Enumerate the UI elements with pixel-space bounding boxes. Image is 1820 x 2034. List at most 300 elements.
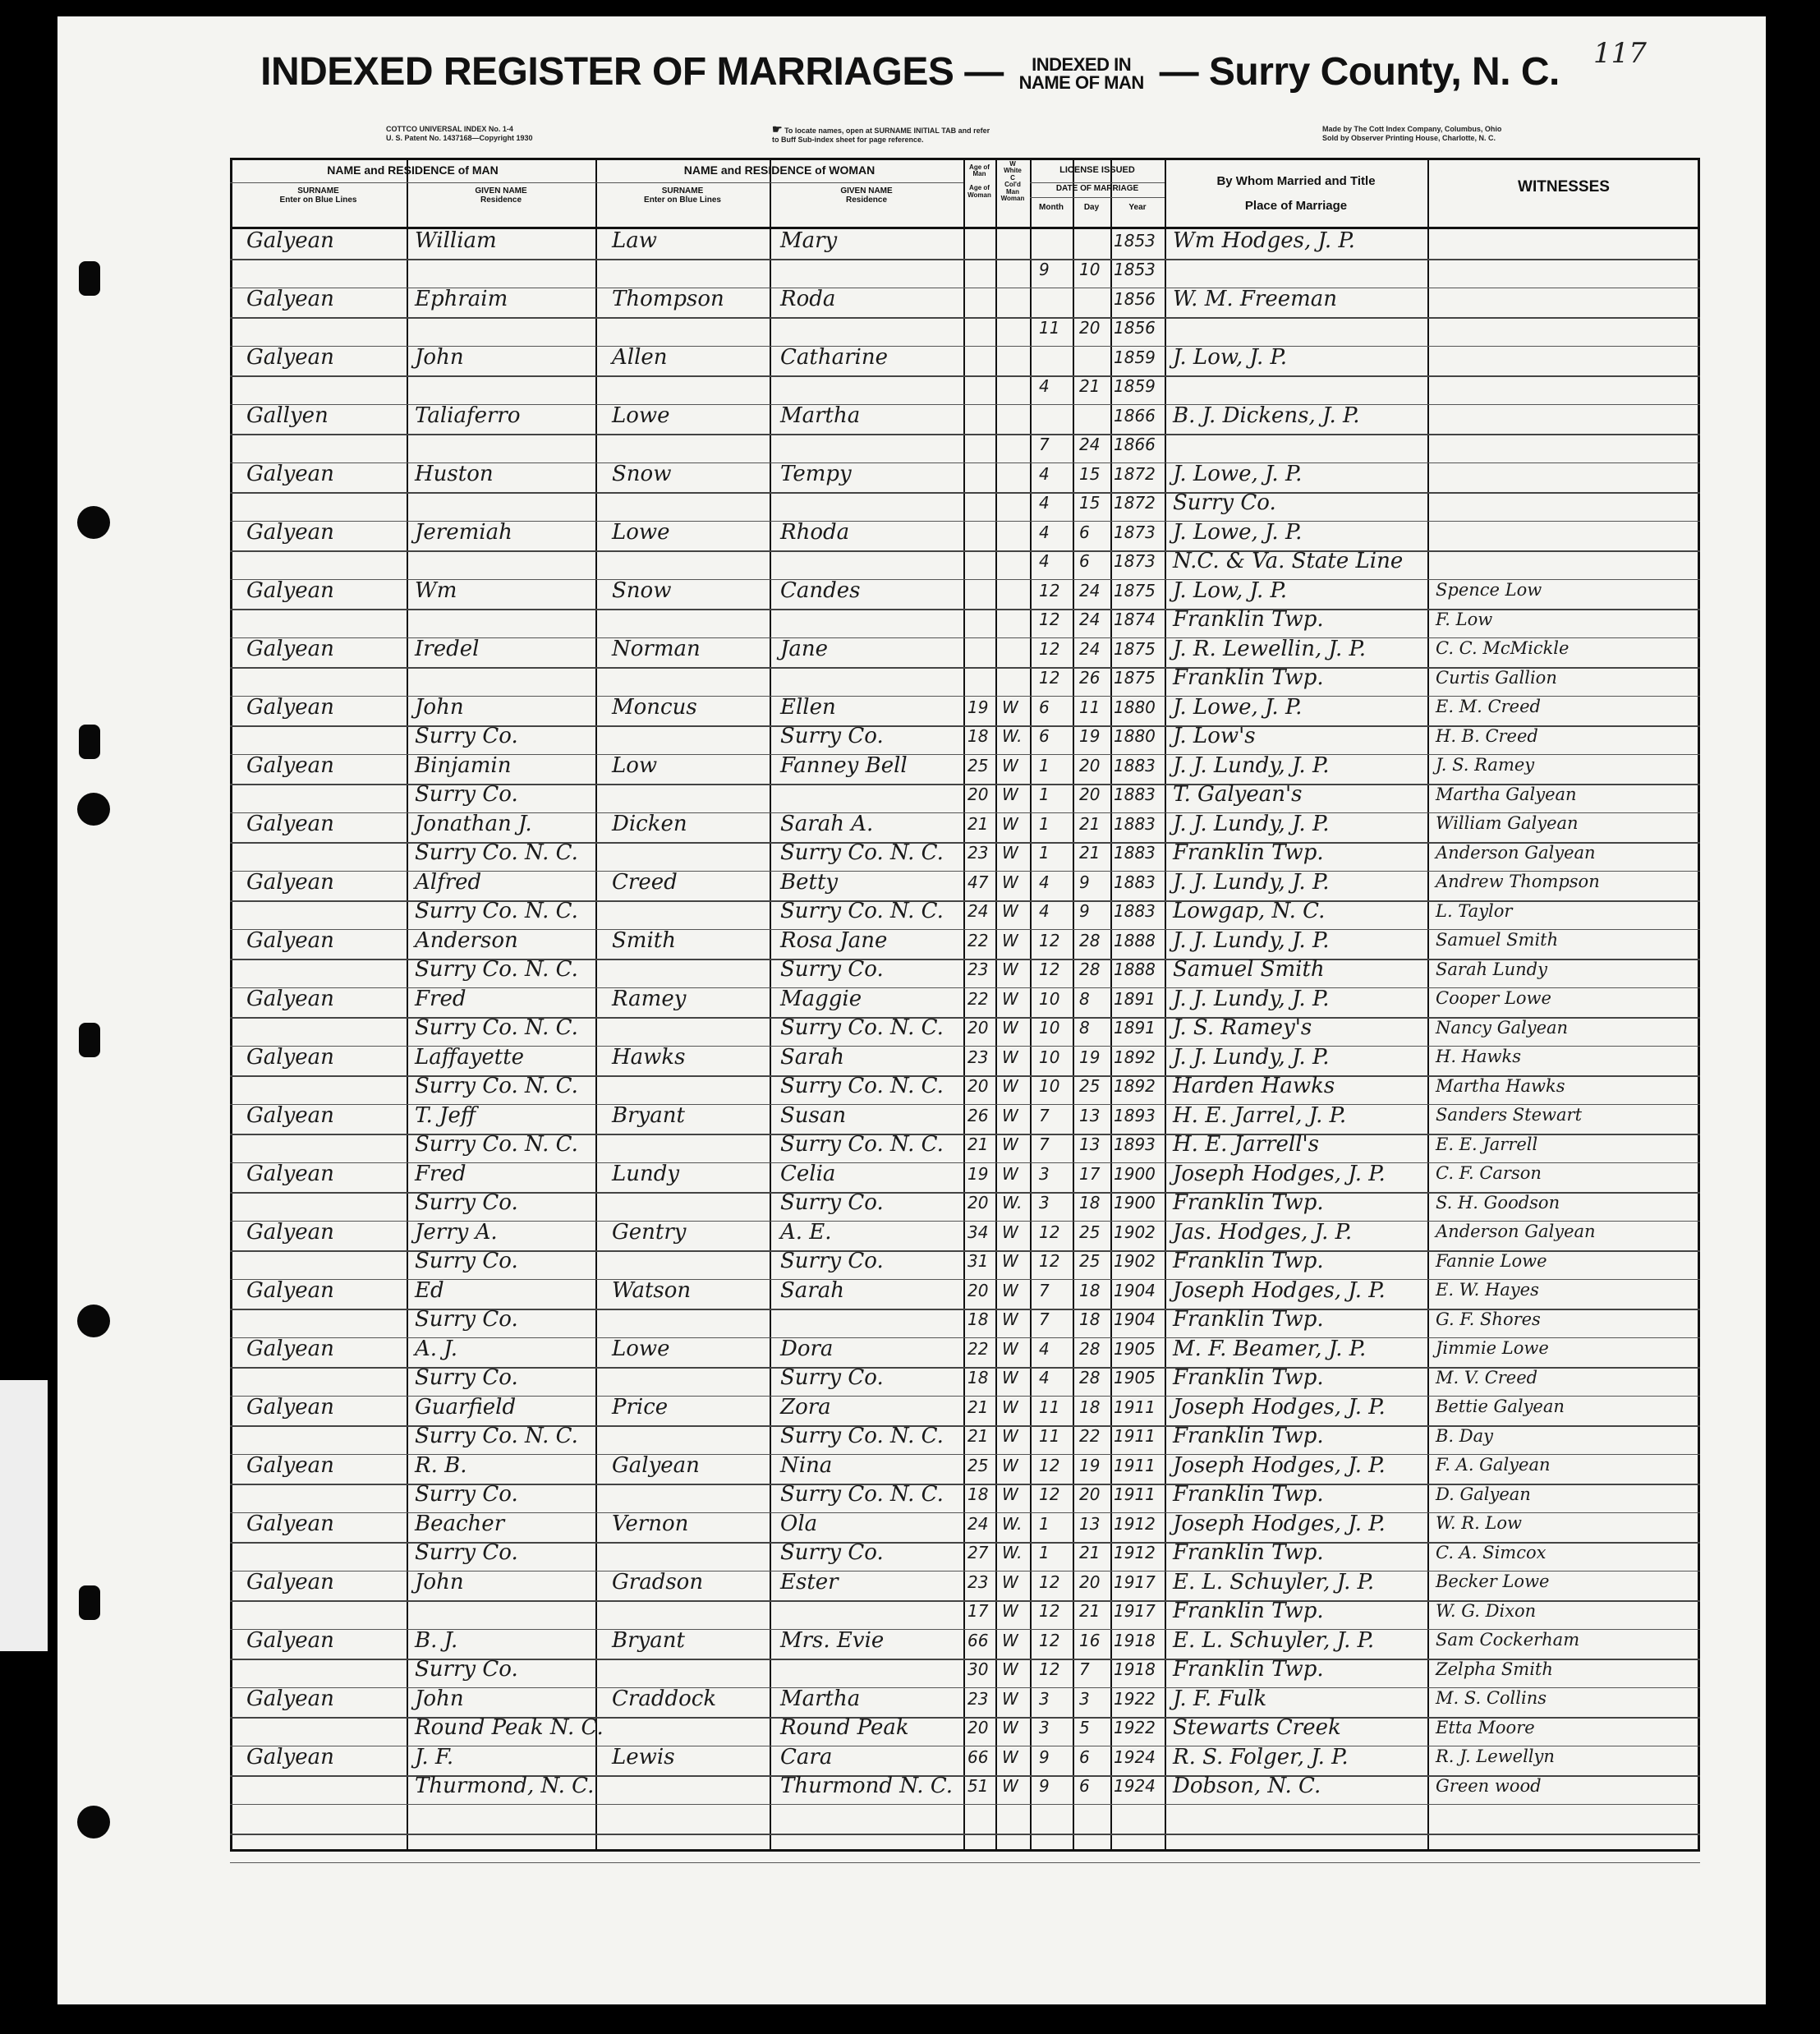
marriage-year: 1883	[1114, 785, 1156, 804]
marriage-day: 21	[1079, 1543, 1101, 1562]
color-man: W	[1002, 989, 1018, 1009]
man-surname: Galyean	[246, 1628, 334, 1653]
marriage-day: 21	[1079, 376, 1101, 396]
license-year: 1891	[1114, 989, 1156, 1009]
license-month: 3	[1039, 1689, 1050, 1709]
color-woman: W	[1002, 1134, 1018, 1154]
header-woman-surname: SURNAME Enter on Blue Lines	[644, 186, 721, 205]
witness-1: E. W. Hayes	[1436, 1280, 1539, 1300]
punch-hole-6	[77, 1305, 110, 1337]
age-man: 20	[967, 1281, 989, 1300]
witness-2: Martha Hawks	[1436, 1076, 1565, 1096]
woman-residence: Surry Co. N. C.	[780, 899, 944, 923]
woman-given: Zora	[780, 1395, 831, 1420]
woman-given: Candes	[780, 578, 861, 603]
married-by: J. Lowe, J. P.	[1173, 695, 1303, 720]
man-given: B. J.	[415, 1628, 458, 1653]
marriage-day: 21	[1079, 843, 1101, 863]
witness-2: Sarah Lundy	[1436, 959, 1547, 979]
man-given: R. B.	[415, 1453, 467, 1478]
married-by: Joseph Hodges, J. P.	[1173, 1278, 1386, 1303]
license-year: 1917	[1114, 1572, 1156, 1592]
married-by: B. J. Dickens, J. P.	[1173, 403, 1360, 428]
woman-given: Martha	[780, 1687, 861, 1711]
married-by: J. J. Lundy, J. P.	[1173, 1045, 1330, 1070]
woman-residence: Surry Co.	[780, 1249, 884, 1273]
woman-given: Sarah	[780, 1045, 844, 1070]
place-of-marriage: J. Low's	[1173, 724, 1256, 748]
punch-hole-5	[79, 1023, 100, 1057]
marriage-month: 12	[1039, 1251, 1060, 1271]
married-by: J. F. Fulk	[1173, 1687, 1267, 1711]
married-by: J. R. Lewellin, J. P.	[1173, 637, 1366, 661]
marriage-year: 1918	[1114, 1659, 1156, 1679]
woman-residence: Thurmond N. C.	[780, 1774, 954, 1798]
woman-given: Jane	[780, 637, 829, 661]
woman-given: Susan	[780, 1103, 847, 1128]
woman-residence: Surry Co. N. C.	[780, 1482, 944, 1507]
marriage-year: 1904	[1114, 1309, 1156, 1329]
age-woman: 18	[967, 1309, 989, 1329]
age-woman: 24	[967, 901, 989, 921]
age-man: 47	[967, 872, 989, 892]
woman-surname: Price	[612, 1395, 669, 1420]
title-left: INDEXED REGISTER OF MARRIAGES —	[260, 50, 1004, 94]
man-residence: Surry Co. N. C.	[415, 1074, 578, 1098]
age-woman: 27	[967, 1543, 989, 1562]
age-man: 34	[967, 1222, 989, 1242]
marriage-year: 1888	[1114, 959, 1156, 979]
place-of-marriage: Franklin Twp.	[1173, 1307, 1324, 1332]
license-day: 9	[1079, 872, 1090, 892]
married-by: Joseph Hodges, J. P.	[1173, 1162, 1386, 1186]
place-of-marriage: Franklin Twp.	[1173, 1482, 1324, 1507]
woman-given: Fanney Bell	[780, 753, 908, 778]
license-year: 1911	[1114, 1456, 1156, 1475]
color-woman: W	[1002, 1076, 1018, 1096]
punch-hole-1	[79, 261, 100, 296]
marriage-day: 22	[1079, 1426, 1101, 1446]
header-license: LICENSE ISSUED	[1059, 165, 1135, 175]
witness-1: Cooper Lowe	[1436, 988, 1551, 1008]
woman-residence: Surry Co.	[780, 1540, 884, 1565]
age-woman: 20	[967, 1193, 989, 1213]
marriage-day: 26	[1079, 668, 1101, 688]
license-day: 24	[1079, 581, 1101, 601]
man-residence: Surry Co.	[415, 1657, 518, 1682]
woman-residence: Surry Co.	[780, 957, 884, 982]
man-surname: Galyean	[246, 1395, 334, 1420]
page-number: 117	[1593, 37, 1647, 70]
age-man: 26	[967, 1106, 989, 1125]
man-surname: Galyean	[246, 1337, 334, 1361]
marriage-year: 1874	[1114, 610, 1156, 629]
marriage-month: 12	[1039, 959, 1060, 979]
man-surname: Galyean	[246, 228, 334, 253]
witness-1: M. S. Collins	[1436, 1688, 1547, 1708]
place-of-marriage: Franklin Twp.	[1173, 607, 1324, 632]
man-given: Jonathan J.	[415, 812, 532, 836]
witness-1: William Galyean	[1436, 813, 1579, 833]
age-woman: 21	[967, 1134, 989, 1154]
man-given: Binjamin	[415, 753, 512, 778]
woman-surname: Vernon	[612, 1512, 689, 1536]
marriage-day: 28	[1079, 1368, 1101, 1387]
man-surname: Galyean	[246, 287, 334, 311]
marriage-year: 1880	[1114, 726, 1156, 746]
witness-2: L. Taylor	[1436, 901, 1513, 921]
place-of-marriage: Franklin Twp.	[1173, 1249, 1324, 1273]
woman-surname: Dicken	[612, 812, 687, 836]
color-man: W.	[1002, 1514, 1023, 1534]
marriage-year: 1911	[1114, 1484, 1156, 1504]
married-by: J. J. Lundy, J. P.	[1173, 987, 1330, 1011]
woman-surname: Gentry	[612, 1220, 687, 1245]
license-day: 17	[1079, 1164, 1101, 1184]
license-year: 1872	[1114, 464, 1156, 484]
license-month: 4	[1039, 1339, 1050, 1359]
license-month: 11	[1039, 1397, 1060, 1417]
license-year: 1859	[1114, 347, 1156, 367]
marriage-month: 12	[1039, 610, 1060, 629]
man-given: Iredel	[415, 637, 480, 661]
age-man: 19	[967, 1164, 989, 1184]
color-man: W	[1002, 1222, 1018, 1242]
age-woman: 17	[967, 1601, 989, 1621]
witness-2: Zelpha Smith	[1436, 1659, 1553, 1679]
marriage-year: 1875	[1114, 668, 1156, 688]
witness-1: Samuel Smith	[1436, 930, 1559, 950]
man-surname: Galyean	[246, 1162, 334, 1186]
marriage-month: 3	[1039, 1193, 1050, 1213]
marriage-year: 1922	[1114, 1718, 1156, 1737]
license-year: 1902	[1114, 1222, 1156, 1242]
woman-surname: Law	[612, 228, 658, 253]
header-year: Year	[1128, 203, 1147, 212]
age-man: 23	[967, 1572, 989, 1592]
marriage-month: 9	[1039, 260, 1050, 279]
license-year: 1866	[1114, 406, 1156, 426]
license-year: 1900	[1114, 1164, 1156, 1184]
license-month: 6	[1039, 697, 1050, 717]
license-month: 7	[1039, 1106, 1050, 1125]
license-year: 1912	[1114, 1514, 1156, 1534]
woman-given: Martha	[780, 403, 861, 428]
married-by: Jas. Hodges, J. P.	[1173, 1220, 1353, 1245]
man-given: Fred	[415, 1162, 466, 1186]
license-year: 1880	[1114, 697, 1156, 717]
man-given: Anderson	[415, 928, 518, 953]
license-day: 18	[1079, 1397, 1101, 1417]
man-residence: Surry Co. N. C.	[415, 957, 578, 982]
license-month: 1	[1039, 1514, 1050, 1534]
man-residence: Surry Co.	[415, 1307, 518, 1332]
man-residence: Surry Co. N. C.	[415, 840, 578, 865]
marriage-year: 1883	[1114, 901, 1156, 921]
woman-residence: Surry Co. N. C.	[780, 1132, 944, 1157]
man-given: Huston	[415, 462, 494, 486]
license-year: 1911	[1114, 1397, 1156, 1417]
punch-hole-8	[77, 1806, 110, 1838]
marriage-month: 11	[1039, 1426, 1060, 1446]
witness-2: G. F. Shores	[1436, 1309, 1541, 1329]
marriage-month: 3	[1039, 1718, 1050, 1737]
marriage-month: 7	[1039, 1309, 1050, 1329]
married-by: W. M. Freeman	[1173, 287, 1338, 311]
header-man: NAME and RESIDENCE of MAN	[327, 163, 499, 177]
man-surname: Galyean	[246, 578, 334, 603]
color-woman: W	[1002, 1018, 1018, 1038]
side-index-tab	[0, 1380, 48, 1651]
license-day: 13	[1079, 1514, 1101, 1534]
man-given: T. Jeff	[415, 1103, 476, 1128]
man-residence: Surry Co.	[415, 1365, 518, 1390]
license-day: 28	[1079, 1339, 1101, 1359]
married-by: J. J. Lundy, J. P.	[1173, 870, 1330, 895]
woman-given: Sarah A.	[780, 812, 874, 836]
marriage-month: 7	[1039, 435, 1050, 454]
man-given: J. F.	[415, 1745, 454, 1769]
man-surname: Galyean	[246, 1687, 334, 1711]
woman-surname: Bryant	[612, 1628, 685, 1653]
man-surname: Galyean	[246, 1570, 334, 1595]
color-man: W	[1002, 872, 1018, 892]
woman-surname: Thompson	[612, 287, 724, 311]
license-month: 4	[1039, 522, 1050, 542]
marriage-month: 1	[1039, 1543, 1050, 1562]
marriage-day: 8	[1079, 1018, 1090, 1038]
marriage-day: 24	[1079, 435, 1101, 454]
woman-surname: Snow	[612, 462, 672, 486]
married-by: E. L. Schuyler, J. P.	[1173, 1570, 1375, 1595]
marriage-year: 1859	[1114, 376, 1156, 396]
license-day: 3	[1079, 1689, 1090, 1709]
license-year: 1924	[1114, 1747, 1156, 1767]
place-of-marriage: N.C. & Va. State Line	[1173, 549, 1404, 573]
color-man: W	[1002, 1397, 1018, 1417]
man-given: Jerry A.	[415, 1220, 498, 1245]
woman-surname: Lewis	[612, 1745, 675, 1769]
married-by: J. Lowe, J. P.	[1173, 520, 1303, 545]
married-by: J. Low, J. P.	[1173, 345, 1287, 370]
marriage-month: 11	[1039, 318, 1060, 338]
man-given: Ephraim	[415, 287, 508, 311]
woman-residence: Surry Co.	[780, 1365, 884, 1390]
license-month: 12	[1039, 931, 1060, 950]
marriage-day: 18	[1079, 1309, 1101, 1329]
marriage-month: 4	[1039, 1368, 1050, 1387]
witness-2: Curtis Gallion	[1436, 668, 1557, 688]
age-woman: 20	[967, 1018, 989, 1038]
woman-residence: Surry Co.	[780, 1190, 884, 1215]
marriage-day: 20	[1079, 1484, 1101, 1504]
license-day: 8	[1079, 989, 1090, 1009]
place-of-marriage: J. S. Ramey's	[1173, 1015, 1312, 1040]
woman-surname: Bryant	[612, 1103, 685, 1128]
place-of-marriage: Stewarts Creek	[1173, 1715, 1341, 1740]
color-man: W	[1002, 1339, 1018, 1359]
license-month: 12	[1039, 1572, 1060, 1592]
place-of-marriage: Franklin Twp.	[1173, 1190, 1324, 1215]
license-year: 1856	[1114, 289, 1156, 309]
marriage-month: 1	[1039, 785, 1050, 804]
title-right: — Surry County, N. C.	[1159, 50, 1560, 94]
license-month: 4	[1039, 464, 1050, 484]
woman-surname: Low	[612, 753, 658, 778]
license-day: 11	[1079, 697, 1101, 717]
witness-1: Spence Low	[1436, 580, 1542, 600]
color-woman: W	[1002, 1776, 1018, 1796]
age-man: 25	[967, 1456, 989, 1475]
man-given: John	[415, 345, 464, 370]
man-surname: Galyean	[246, 345, 334, 370]
color-man: W	[1002, 697, 1018, 717]
license-day: 20	[1079, 1572, 1101, 1592]
witness-2: E. E. Jarrell	[1436, 1134, 1538, 1154]
license-month: 4	[1039, 872, 1050, 892]
woman-given: Ellen	[780, 695, 836, 720]
marriage-month: 4	[1039, 376, 1050, 396]
license-month: 12	[1039, 581, 1060, 601]
marriage-month: 10	[1039, 1018, 1060, 1038]
marriage-year: 1891	[1114, 1018, 1156, 1038]
witness-2: Anderson Galyean	[1436, 843, 1596, 863]
married-by: J. Lowe, J. P.	[1173, 462, 1303, 486]
marriage-month: 6	[1039, 726, 1050, 746]
married-by: M. F. Beamer, J. P.	[1173, 1337, 1367, 1361]
marriage-day: 28	[1079, 959, 1101, 979]
married-by: J. J. Lundy, J. P.	[1173, 753, 1330, 778]
man-given: Jeremiah	[415, 520, 512, 545]
woman-given: Sarah	[780, 1278, 844, 1303]
married-by: Joseph Hodges, J. P.	[1173, 1395, 1386, 1420]
marriage-day: 5	[1079, 1718, 1090, 1737]
age-woman: 23	[967, 843, 989, 863]
witness-1: F. A. Galyean	[1436, 1455, 1551, 1475]
license-year: 1904	[1114, 1281, 1156, 1300]
witness-1: C. C. McMickle	[1436, 638, 1570, 658]
witness-2: Green wood	[1436, 1776, 1542, 1796]
meta-center: ☛ To locate names, open at SURNAME INITIAL TAB and refer to Buff Sub-index sheet for page reference.	[772, 122, 990, 144]
man-surname: Galyean	[246, 1103, 334, 1128]
woman-given: Roda	[780, 287, 836, 311]
woman-given: Nina	[780, 1453, 833, 1478]
age-man: 25	[967, 756, 989, 775]
witness-1: R. J. Lewellyn	[1436, 1746, 1555, 1766]
license-year: 1853	[1114, 231, 1156, 251]
header-month: Month	[1039, 203, 1064, 212]
marriage-year: 1873	[1114, 551, 1156, 571]
woman-given: Betty	[780, 870, 839, 895]
man-residence: Surry Co. N. C.	[415, 899, 578, 923]
age-man: 21	[967, 1397, 989, 1417]
marriage-year: 1883	[1114, 843, 1156, 863]
man-given: John	[415, 1687, 464, 1711]
man-given: Ed	[415, 1278, 444, 1303]
age-woman: 30	[967, 1659, 989, 1679]
witness-1: Anderson Galyean	[1436, 1222, 1596, 1241]
pointing-hand-icon: ☛	[772, 122, 783, 136]
man-surname: Galyean	[246, 1045, 334, 1070]
man-surname: Galyean	[246, 1745, 334, 1769]
color-woman: W	[1002, 1659, 1018, 1679]
marriage-day: 15	[1079, 493, 1101, 513]
married-by: Wm Hodges, J. P.	[1173, 228, 1355, 253]
marriage-month: 1	[1039, 843, 1050, 863]
color-woman: W.	[1002, 726, 1023, 746]
age-man: 23	[967, 1689, 989, 1709]
man-given: William	[415, 228, 497, 253]
woman-surname: Lundy	[612, 1162, 680, 1186]
marriage-day: 20	[1079, 318, 1101, 338]
color-woman: W	[1002, 843, 1018, 863]
license-year: 1873	[1114, 522, 1156, 542]
header-man-surname: SURNAME Enter on Blue Lines	[279, 186, 357, 205]
meta-left: COTTCO UNIVERSAL INDEX No. 1-4 U. S. Patent No. 1437168—Copyright 1930	[386, 125, 533, 142]
license-month: 9	[1039, 1747, 1050, 1767]
marriage-day: 20	[1079, 785, 1101, 804]
license-year: 1905	[1114, 1339, 1156, 1359]
age-man: 19	[967, 697, 989, 717]
married-by: R. S. Folger, J. P.	[1173, 1745, 1349, 1769]
woman-residence: Surry Co.	[780, 724, 884, 748]
license-year: 1875	[1114, 639, 1156, 659]
header-woman: NAME and RESIDENCE of WOMAN	[683, 163, 876, 177]
witness-2: D. Galyean	[1436, 1484, 1531, 1504]
place-of-marriage: Harden Hawks	[1173, 1074, 1335, 1098]
married-by: J. J. Lundy, J. P.	[1173, 928, 1330, 953]
license-day: 13	[1079, 1106, 1101, 1125]
color-man: W	[1002, 1106, 1018, 1125]
woman-residence: Surry Co. N. C.	[780, 1424, 944, 1448]
license-day: 28	[1079, 931, 1101, 950]
woman-given: Tempy	[780, 462, 852, 486]
header-by-whom: By Whom Married and Title Place of Marriage	[1216, 174, 1376, 213]
marriage-day: 24	[1079, 610, 1101, 629]
license-day: 15	[1079, 464, 1101, 484]
marriage-month: 12	[1039, 1659, 1060, 1679]
woman-surname: Lowe	[612, 1337, 670, 1361]
color-woman: W	[1002, 1718, 1018, 1737]
witness-1: Sam Cockerham	[1436, 1630, 1580, 1650]
age-woman: 18	[967, 1368, 989, 1387]
age-woman: 31	[967, 1251, 989, 1271]
color-man: W	[1002, 1747, 1018, 1767]
color-man: W	[1002, 1572, 1018, 1592]
woman-given: A. E.	[780, 1220, 832, 1245]
meta-right: Made by The Cott Index Company, Columbus, Ohio Sold by Observer Printing House, Charlotte, N. C.	[1322, 125, 1502, 142]
color-woman: W	[1002, 1251, 1018, 1271]
marriage-year: 1866	[1114, 435, 1156, 454]
witness-1: E. M. Creed	[1436, 697, 1541, 716]
place-of-marriage: Samuel Smith	[1173, 957, 1325, 982]
witness-2: C. A. Simcox	[1436, 1543, 1547, 1562]
man-surname: Gallyen	[246, 403, 329, 428]
woman-surname: Lowe	[612, 520, 670, 545]
title-indexed-in: INDEXED IN NAME OF MAN	[1018, 54, 1144, 94]
man-surname: Galyean	[246, 928, 334, 953]
marriage-day: 9	[1079, 901, 1090, 921]
marriage-day: 19	[1079, 726, 1101, 746]
man-surname: Galyean	[246, 462, 334, 486]
woman-residence: Surry Co. N. C.	[780, 1015, 944, 1040]
color-man: W	[1002, 1164, 1018, 1184]
man-surname: Galyean	[246, 1278, 334, 1303]
color-woman: W	[1002, 785, 1018, 804]
age-man: 22	[967, 989, 989, 1009]
license-year: 1883	[1114, 872, 1156, 892]
witness-1: C. F. Carson	[1436, 1163, 1542, 1183]
